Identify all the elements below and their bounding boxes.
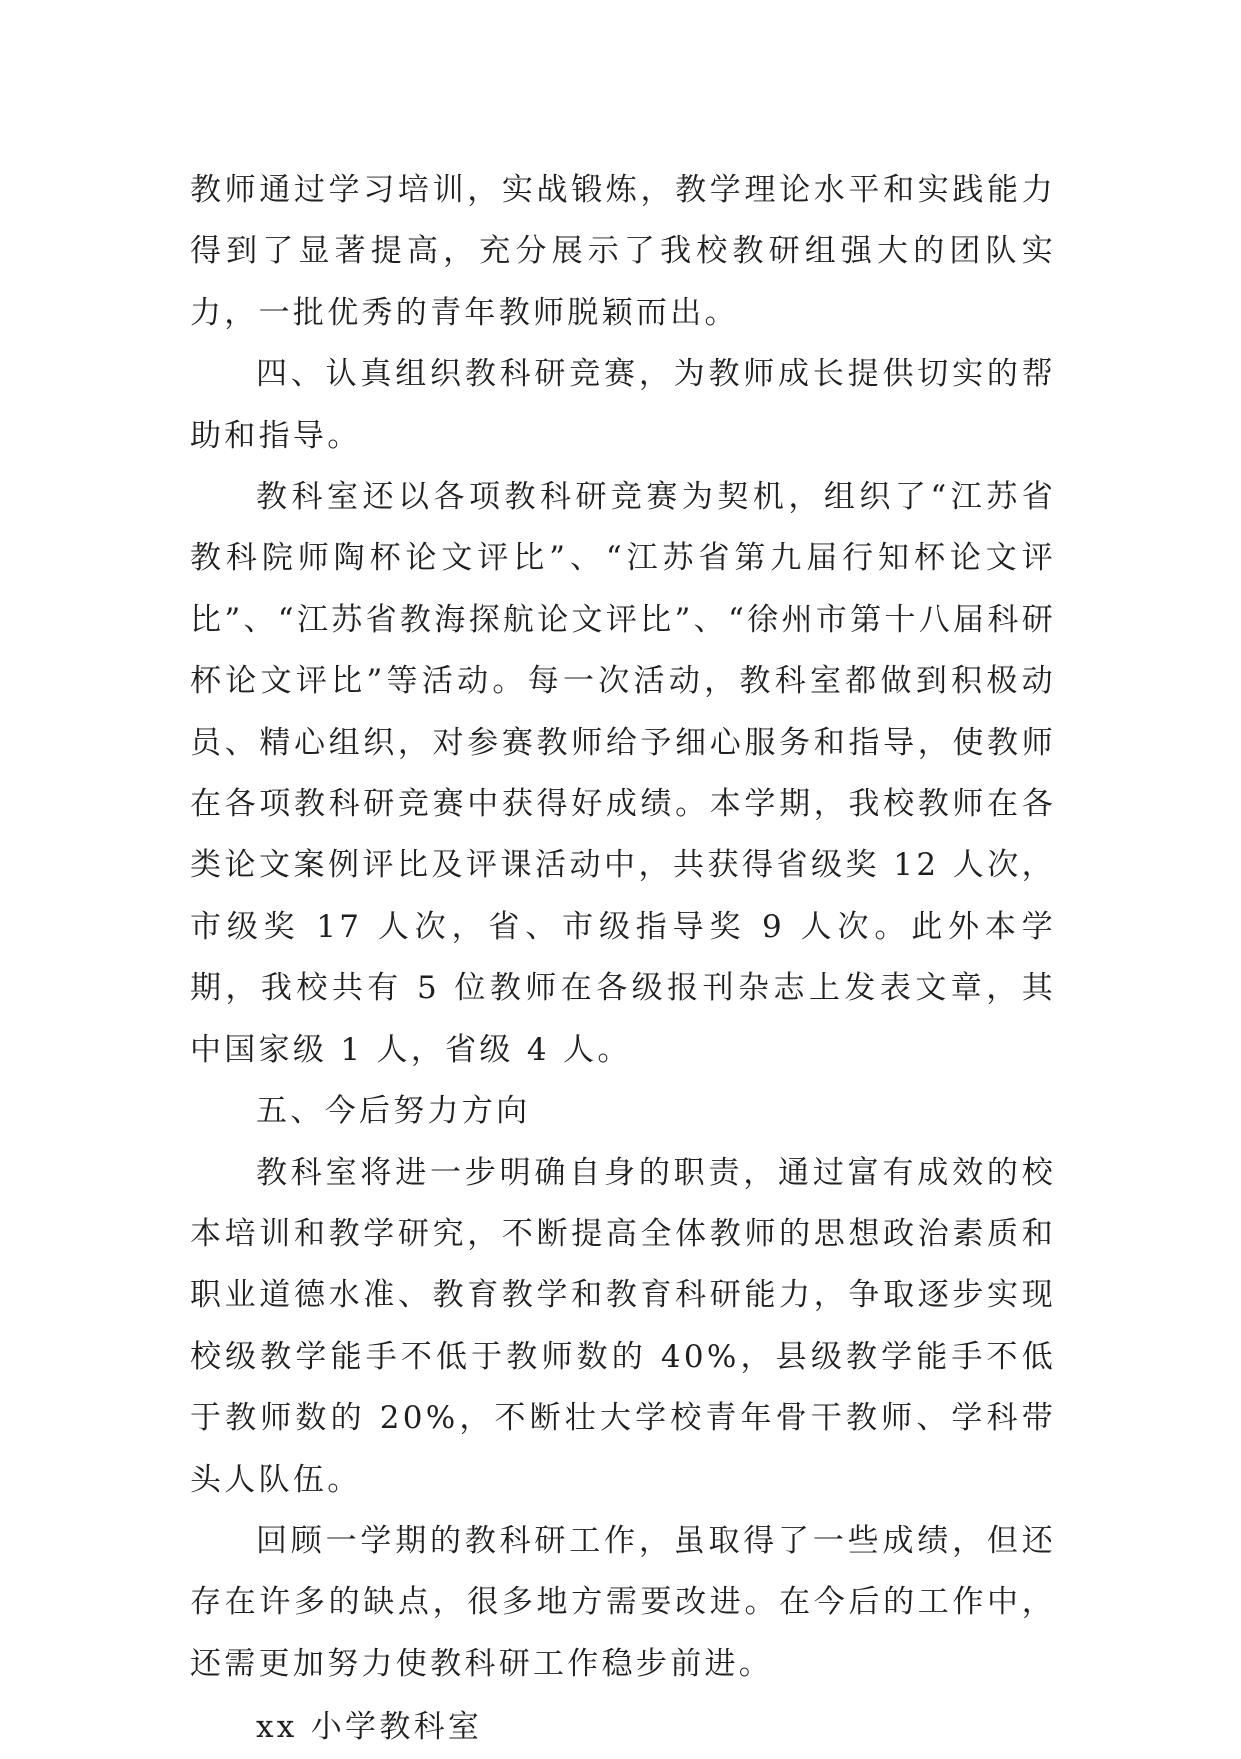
paragraph-competitions: 教科室还以各项教科研竞赛为契机，组织了“江苏省教科院师陶杯论文评比”、“江苏省第九届行知杯论文评比”、“江苏省教海探航论文评比”、“徐州市第十八届科研杯论文评比”等活动。每一次活动，教科室都做到积极动员、精心组织，对参赛教师给予细心服务和指导，使教师在各项教科研竞赛中获得好成绩。本学期，我校教师在各类论文案例评比及评课活动中，共获得省级奖 12 人次，市级奖 17 人次，省、市级指导奖 9 人次。此外本学期，我校共有 5 位教师在各级报刊杂志上发表文章，其中国家级 1 人，省级 4 人。	[190, 479, 1056, 1068]
paragraph-future-direction: 教科室将进一步明确自身的职责，通过富有成效的校本培训和教学研究，不断提高全体教师的思想政治素质和职业道德水准、教育教学和教育科研能力，争取逐步实现校级教学能手不低于教师数的 40%，县级教学能手不低于教师数的 20%，不断壮大学校青年骨干教师、学科带头人队伍。	[190, 1154, 1056, 1498]
section-heading-five: 五、今后努力方向	[256, 1093, 531, 1130]
document-page	[190, 160, 1056, 1759]
paragraph-review: 回顾一学期的教科研工作，虽取得了一些成绩，但还存在许多的缺点，很多地方需要改进。在今后的工作中，还需更加努力使教科研工作稳步前进。	[190, 1522, 1056, 1682]
signature-line: xx 小学教科室	[256, 1709, 483, 1746]
paragraph-continuation: 教师通过学习培训，实战锻炼，教学理论水平和实践能力得到了显著提高，充分展示了我校教研组强大的团队实力，一批优秀的青年教师脱颖而出。	[190, 172, 1056, 331]
section-heading-four: 四、认真组织教科研竞赛，为教师成长提供切实的帮助和指导。	[190, 356, 1056, 454]
